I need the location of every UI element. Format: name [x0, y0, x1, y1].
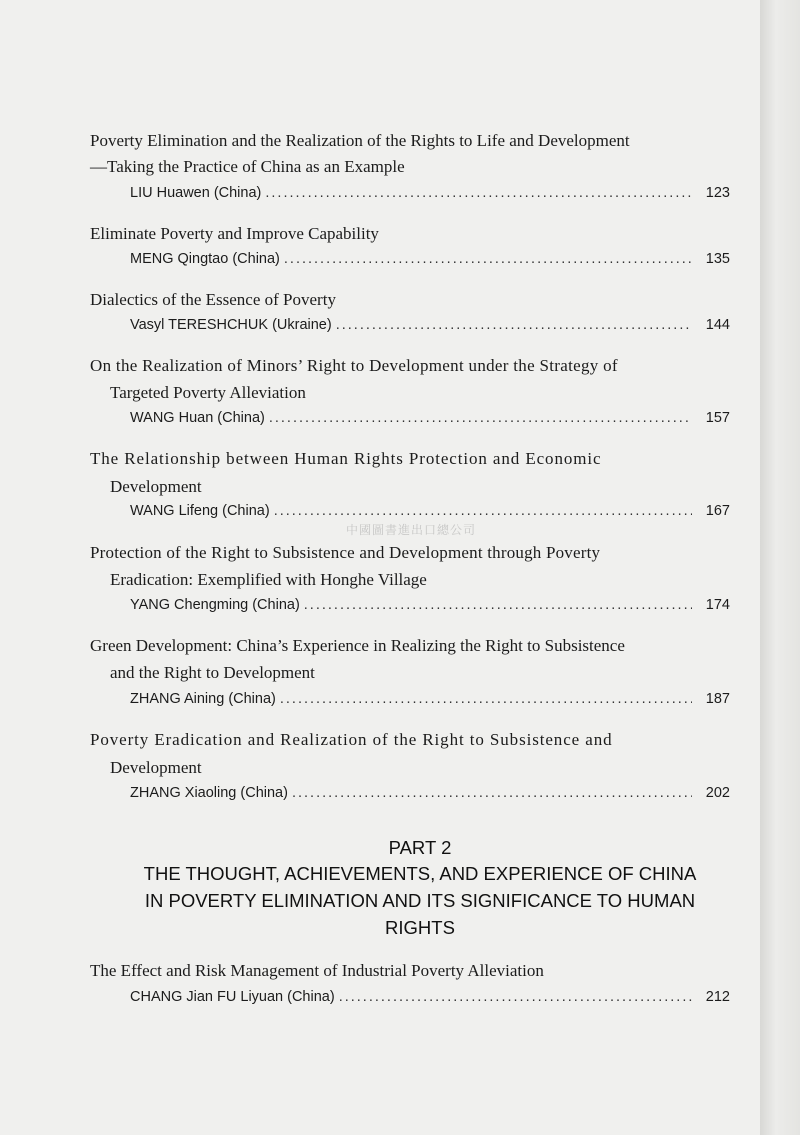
- page-edge: [760, 0, 800, 1135]
- dot-leader: [265, 183, 692, 203]
- toc-entry-line: [130, 595, 730, 615]
- dot-leader: [269, 408, 692, 428]
- entry-title: Protection of the Right to Subsistence and Development through Poverty: [90, 543, 601, 562]
- toc-entry-line: [130, 249, 730, 269]
- part-heading-line: RIGHTS: [385, 917, 455, 938]
- entry-author: ZHANG Xiaoling (China): [130, 785, 288, 801]
- part-heading-line: THE THOUGHT, ACHIEVEMENTS, AND EXPERIENCE OF CHINA: [143, 863, 697, 884]
- dot-leader: [339, 987, 692, 1007]
- page-number: 135: [705, 251, 730, 267]
- dot-leader: [304, 595, 692, 615]
- toc-entry-line: [130, 689, 730, 709]
- entry-author: Vasyl TERESHCHUK (Ukraine): [130, 317, 332, 333]
- page-number: 174: [705, 597, 730, 613]
- toc-entry-line: [130, 183, 730, 203]
- toc-entry-line: [130, 987, 730, 1007]
- dot-leader: [274, 501, 692, 521]
- entry-author: WANG Huan (China): [130, 410, 265, 426]
- part-label: PART 2: [388, 837, 452, 858]
- page-number: 123: [705, 185, 730, 201]
- entry-author: YANG Chengming (China): [130, 597, 300, 613]
- page-number: 144: [705, 317, 730, 333]
- page-number: 167: [705, 503, 730, 519]
- entry-title: —Taking the Practice of China as an Example: [90, 157, 405, 176]
- entry-title: Poverty Elimination and the Realization of the Rights to Life and Development: [90, 131, 630, 150]
- dot-leader: [292, 783, 692, 803]
- entry-title: The Relationship between Human Rights Protection and Economic: [90, 449, 602, 468]
- entry-title: Development: [110, 758, 202, 777]
- page-number: 212: [705, 989, 730, 1005]
- page-number: 187: [705, 691, 730, 707]
- entry-author: WANG Lifeng (China): [130, 503, 270, 519]
- toc-entry-line: [130, 408, 730, 428]
- page-number: 202: [705, 785, 730, 801]
- part-heading-line: IN POVERTY ELIMINATION AND ITS SIGNIFICANCE TO HUMAN: [144, 890, 696, 911]
- entry-title: and the Right to Development: [110, 663, 315, 682]
- toc-entry-line: [130, 501, 730, 521]
- entry-title: Poverty Eradication and Realization of the Right to Subsistence and: [90, 730, 613, 749]
- entry-title: Dialectics of the Essence of Poverty: [90, 290, 336, 309]
- dot-leader: [284, 249, 692, 269]
- toc-entry-line: [130, 315, 730, 335]
- dot-leader: [336, 315, 692, 335]
- entry-title: Eliminate Poverty and Improve Capability: [90, 224, 379, 243]
- entry-title: Development: [110, 477, 202, 496]
- entry-title: On the Realization of Minors’ Right to Development under the Strategy of: [90, 356, 618, 375]
- toc-entry-line: [130, 783, 730, 803]
- entry-author: LIU Huawen (China): [130, 185, 262, 201]
- entry-title: Targeted Poverty Alleviation: [110, 383, 306, 402]
- entry-title: The Effect and Risk Management of Industrial Poverty Alleviation: [90, 961, 544, 980]
- entry-author: CHANG Jian FU Liyuan (China): [130, 989, 335, 1005]
- page-number: 157: [705, 410, 730, 426]
- entry-title: Eradication: Exemplified with Honghe Village: [110, 570, 427, 589]
- watermark: 中國圖書進出口總公司: [346, 523, 477, 537]
- dot-leader: [280, 689, 692, 709]
- entry-author: ZHANG Aining (China): [130, 691, 276, 707]
- entry-author: MENG Qingtao (China): [130, 251, 280, 267]
- entry-title: Green Development: China’s Experience in Realizing the Right to Subsistence: [90, 636, 625, 655]
